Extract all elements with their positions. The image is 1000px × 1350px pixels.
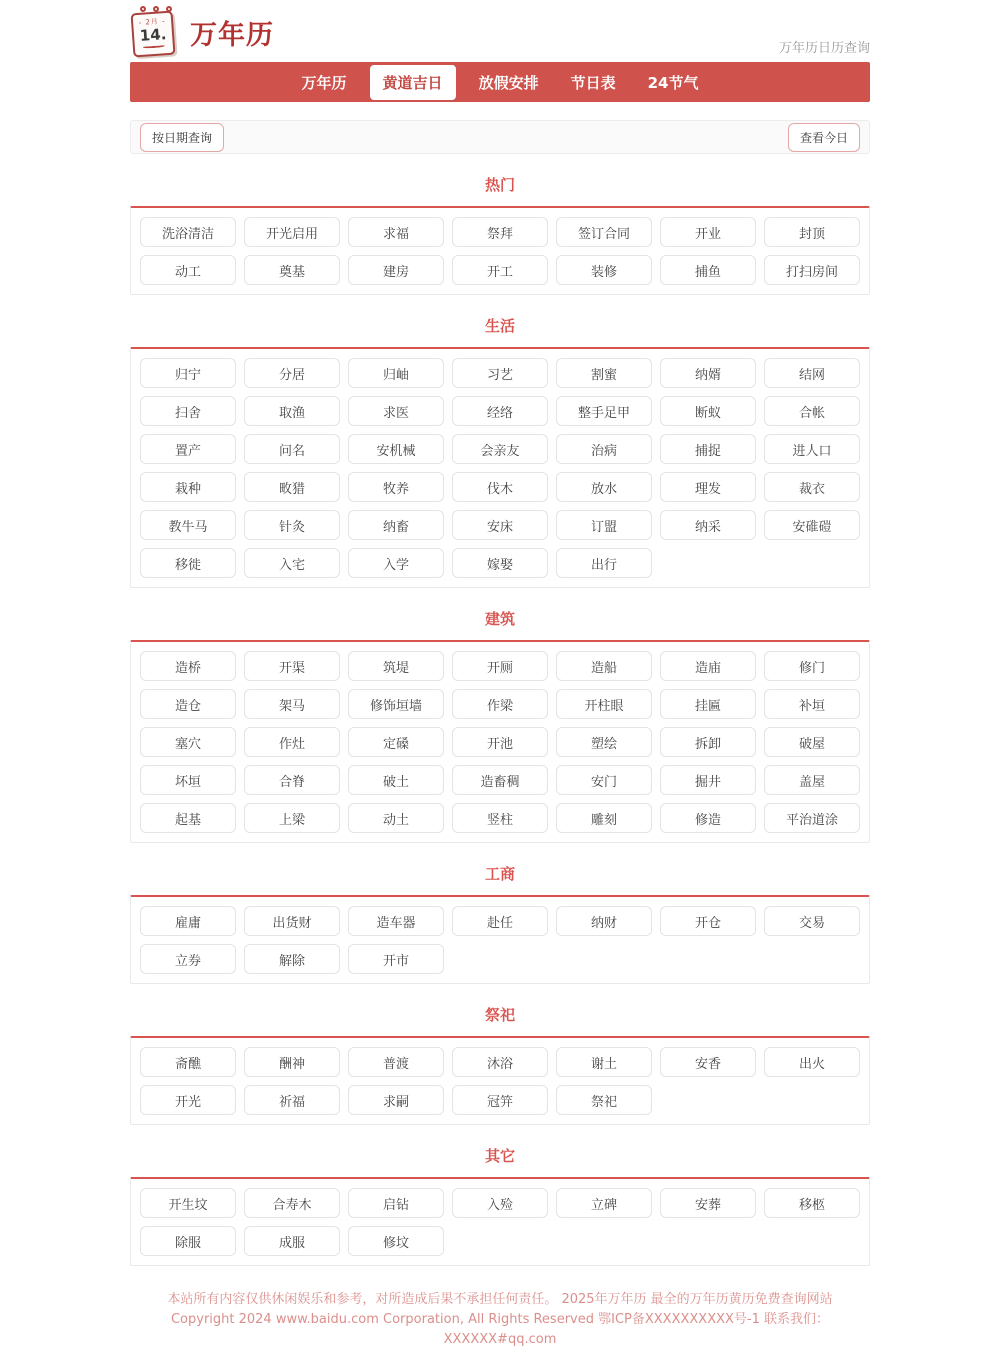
term-button[interactable]: 筑堤 xyxy=(348,651,444,681)
term-button[interactable]: 挂匾 xyxy=(660,689,756,719)
section-box xyxy=(130,1177,870,1266)
term-button[interactable]: 开厕 xyxy=(452,651,548,681)
term-button[interactable]: 分居 xyxy=(244,358,340,388)
section-title: 热门 xyxy=(484,176,515,194)
term-button[interactable]: 求福 xyxy=(348,217,444,247)
term-button[interactable]: 置产 xyxy=(140,434,236,464)
footer-copyright: Copyright 2024 www.baidu.com Corporation, All Rights Reserved 鄂ICP备XXXXXXXXXX号-1 联系我们：XXXXXX#qq.com xyxy=(170,1312,830,1348)
header-tagline: 万年历日历查询 xyxy=(778,41,870,56)
term-button[interactable]: 入学 xyxy=(348,548,444,578)
term-button[interactable]: 开业 xyxy=(660,217,756,247)
section-3 xyxy=(130,608,870,843)
term-button[interactable]: 奠基 xyxy=(244,255,340,285)
term-button[interactable]: 解除 xyxy=(244,944,340,974)
term-button[interactable]: 安机械 xyxy=(348,434,444,464)
term-button[interactable]: 造车器 xyxy=(348,906,444,936)
term-button[interactable]: 放水 xyxy=(556,472,652,502)
term-button[interactable]: 封顶 xyxy=(764,217,860,247)
term-button[interactable]: 建房 xyxy=(348,255,444,285)
term-button[interactable]: 坏垣 xyxy=(140,765,236,795)
term-button[interactable]: 经络 xyxy=(452,396,548,426)
term-button[interactable]: 入殓 xyxy=(452,1188,548,1218)
term-button[interactable]: 破屋 xyxy=(764,727,860,757)
main-nav xyxy=(130,62,870,102)
section-box xyxy=(130,1036,870,1125)
term-button[interactable]: 畋猎 xyxy=(244,472,340,502)
term-button[interactable]: 开渠 xyxy=(244,651,340,681)
term-button[interactable]: 造庙 xyxy=(660,651,756,681)
term-button[interactable]: 合帐 xyxy=(764,396,860,426)
term-button[interactable]: 断蚁 xyxy=(660,396,756,426)
term-button[interactable]: 开池 xyxy=(452,727,548,757)
calendar-month-label: - 2月 - xyxy=(138,17,166,27)
site-title: 万年历 xyxy=(190,19,274,51)
term-button[interactable]: 作灶 xyxy=(244,727,340,757)
term-button[interactable]: 出火 xyxy=(764,1047,860,1077)
term-button[interactable]: 牧养 xyxy=(348,472,444,502)
term-button[interactable]: 习艺 xyxy=(452,358,548,388)
term-button[interactable]: 教牛马 xyxy=(140,510,236,540)
term-button[interactable]: 拆卸 xyxy=(660,727,756,757)
term-button[interactable]: 归宁 xyxy=(140,358,236,388)
term-button[interactable]: 祭祀 xyxy=(556,1085,652,1115)
section-title: 祭祀 xyxy=(484,1006,515,1024)
term-button[interactable]: 破土 xyxy=(348,765,444,795)
term-button[interactable]: 补垣 xyxy=(764,689,860,719)
calendar-pad xyxy=(131,11,176,58)
term-button[interactable]: 出货财 xyxy=(244,906,340,936)
calendar-squiggle xyxy=(143,44,165,49)
term-button[interactable]: 架马 xyxy=(244,689,340,719)
section-6 xyxy=(130,1145,870,1266)
section-1 xyxy=(130,174,870,295)
section-5 xyxy=(130,1004,870,1125)
term-button[interactable]: 赴任 xyxy=(452,906,548,936)
term-button[interactable]: 取渔 xyxy=(244,396,340,426)
term-button[interactable]: 安葬 xyxy=(660,1188,756,1218)
term-button[interactable]: 装修 xyxy=(556,255,652,285)
term-button[interactable]: 盖屋 xyxy=(764,765,860,795)
term-button[interactable]: 上梁 xyxy=(244,803,340,833)
term-button[interactable]: 安床 xyxy=(452,510,548,540)
term-button[interactable]: 动工 xyxy=(140,255,236,285)
term-button[interactable]: 合脊 xyxy=(244,765,340,795)
term-button[interactable]: 结网 xyxy=(764,358,860,388)
term-button[interactable]: 会亲友 xyxy=(452,434,548,464)
term-button[interactable]: 安碓磑 xyxy=(764,510,860,540)
term-button[interactable]: 开市 xyxy=(348,944,444,974)
logo-area xyxy=(130,6,274,58)
term-button[interactable]: 扫舍 xyxy=(140,396,236,426)
term-button[interactable]: 治病 xyxy=(556,434,652,464)
term-button[interactable]: 掘井 xyxy=(660,765,756,795)
term-button[interactable]: 开工 xyxy=(452,255,548,285)
term-button[interactable]: 冠笄 xyxy=(452,1085,548,1115)
term-button[interactable]: 开光 xyxy=(140,1085,236,1115)
term-button[interactable]: 除服 xyxy=(140,1226,236,1256)
nav-tab-3[interactable]: 放假安排 xyxy=(478,73,539,92)
section-title: 工商 xyxy=(484,865,515,883)
site-footer xyxy=(130,1290,870,1350)
term-button[interactable]: 修造 xyxy=(660,803,756,833)
sections-container xyxy=(130,174,870,1266)
nav-tab-1[interactable]: 万年历 xyxy=(301,73,347,92)
footer-disclaimer: 本站所有内容仅供休闲娱乐和参考，对所造成后果不承担任何责任。 2025年万年历 最全的万年历黄历免费查询网站 xyxy=(167,1292,833,1307)
term-button[interactable]: 嫁娶 xyxy=(452,548,548,578)
term-button[interactable]: 纳财 xyxy=(556,906,652,936)
term-button[interactable]: 裁衣 xyxy=(764,472,860,502)
term-button[interactable]: 雇庸 xyxy=(140,906,236,936)
term-button[interactable]: 作梁 xyxy=(452,689,548,719)
term-button[interactable]: 纳采 xyxy=(660,510,756,540)
term-button[interactable]: 沐浴 xyxy=(452,1047,548,1077)
term-button[interactable]: 归岫 xyxy=(348,358,444,388)
section-title: 其它 xyxy=(484,1147,515,1165)
term-button[interactable]: 安门 xyxy=(556,765,652,795)
term-button[interactable]: 针灸 xyxy=(244,510,340,540)
section-box xyxy=(130,895,870,984)
term-button[interactable]: 塞穴 xyxy=(140,727,236,757)
section-title: 生活 xyxy=(484,317,515,335)
term-button[interactable]: 洗浴清洁 xyxy=(140,217,236,247)
term-button[interactable]: 成服 xyxy=(244,1226,340,1256)
term-button[interactable]: 伐木 xyxy=(452,472,548,502)
term-button[interactable]: 普渡 xyxy=(348,1047,444,1077)
term-button[interactable]: 理发 xyxy=(660,472,756,502)
term-button[interactable]: 平治道涂 xyxy=(764,803,860,833)
calendar-day-label: 14. xyxy=(139,25,167,45)
section-box xyxy=(130,640,870,843)
section-2 xyxy=(130,315,870,588)
term-button[interactable]: 动土 xyxy=(348,803,444,833)
term-button[interactable]: 整手足甲 xyxy=(556,396,652,426)
term-button[interactable]: 立碑 xyxy=(556,1188,652,1218)
term-button[interactable]: 雕刻 xyxy=(556,803,652,833)
term-button[interactable]: 立券 xyxy=(140,944,236,974)
term-button[interactable]: 合寿木 xyxy=(244,1188,340,1218)
term-button[interactable]: 签订合同 xyxy=(556,217,652,247)
term-button[interactable]: 塑绘 xyxy=(556,727,652,757)
section-box xyxy=(130,347,870,588)
toolbar xyxy=(130,120,870,154)
page xyxy=(130,0,870,1350)
term-button[interactable]: 造桥 xyxy=(140,651,236,681)
term-button[interactable]: 造船 xyxy=(556,651,652,681)
view-today-button[interactable]: 查看今日 xyxy=(788,123,860,152)
term-button[interactable]: 安香 xyxy=(660,1047,756,1077)
term-button[interactable]: 祭拜 xyxy=(452,217,548,247)
term-button[interactable]: 订盟 xyxy=(556,510,652,540)
term-button[interactable]: 修坟 xyxy=(348,1226,444,1256)
term-button[interactable]: 开生坟 xyxy=(140,1188,236,1218)
nav-tabs xyxy=(293,65,708,100)
nav-tab-5[interactable]: 24节气 xyxy=(647,73,699,92)
term-button[interactable]: 修饰垣墙 xyxy=(348,689,444,719)
section-box xyxy=(130,206,870,295)
nav-tab-2[interactable]: 黄道吉日 xyxy=(370,65,456,100)
nav-tab-4[interactable]: 节日表 xyxy=(570,73,616,92)
term-button[interactable]: 酬神 xyxy=(244,1047,340,1077)
term-button[interactable]: 造畜稠 xyxy=(452,765,548,795)
term-button[interactable]: 定磉 xyxy=(348,727,444,757)
term-button[interactable]: 移徙 xyxy=(140,548,236,578)
section-title: 建筑 xyxy=(484,610,515,628)
section-4 xyxy=(130,863,870,984)
term-button[interactable]: 斋醮 xyxy=(140,1047,236,1077)
term-button[interactable]: 纳婿 xyxy=(660,358,756,388)
term-button[interactable]: 打扫房间 xyxy=(764,255,860,285)
term-button[interactable]: 起基 xyxy=(140,803,236,833)
term-button[interactable]: 割蜜 xyxy=(556,358,652,388)
term-button[interactable]: 移柩 xyxy=(764,1188,860,1218)
term-button[interactable]: 问名 xyxy=(244,434,340,464)
query-by-date-button[interactable]: 按日期查询 xyxy=(140,123,224,152)
term-button[interactable]: 捕捉 xyxy=(660,434,756,464)
term-button[interactable]: 栽种 xyxy=(140,472,236,502)
calendar-logo-icon xyxy=(130,6,180,58)
term-button[interactable]: 交易 xyxy=(764,906,860,936)
term-button[interactable]: 出行 xyxy=(556,548,652,578)
term-button[interactable]: 开柱眼 xyxy=(556,689,652,719)
term-button[interactable]: 求医 xyxy=(348,396,444,426)
term-button[interactable]: 入宅 xyxy=(244,548,340,578)
term-button[interactable]: 祈福 xyxy=(244,1085,340,1115)
term-button[interactable]: 谢土 xyxy=(556,1047,652,1077)
term-button[interactable]: 求嗣 xyxy=(348,1085,444,1115)
term-button[interactable]: 纳畜 xyxy=(348,510,444,540)
term-button[interactable]: 开仓 xyxy=(660,906,756,936)
term-button[interactable]: 造仓 xyxy=(140,689,236,719)
term-button[interactable]: 修门 xyxy=(764,651,860,681)
term-button[interactable]: 捕鱼 xyxy=(660,255,756,285)
term-button[interactable]: 开光启用 xyxy=(244,217,340,247)
term-button[interactable]: 竖柱 xyxy=(452,803,548,833)
site-header xyxy=(130,0,870,62)
term-button[interactable]: 启钻 xyxy=(348,1188,444,1218)
term-button[interactable]: 进人口 xyxy=(764,434,860,464)
calendar-rings-icon xyxy=(140,6,172,12)
